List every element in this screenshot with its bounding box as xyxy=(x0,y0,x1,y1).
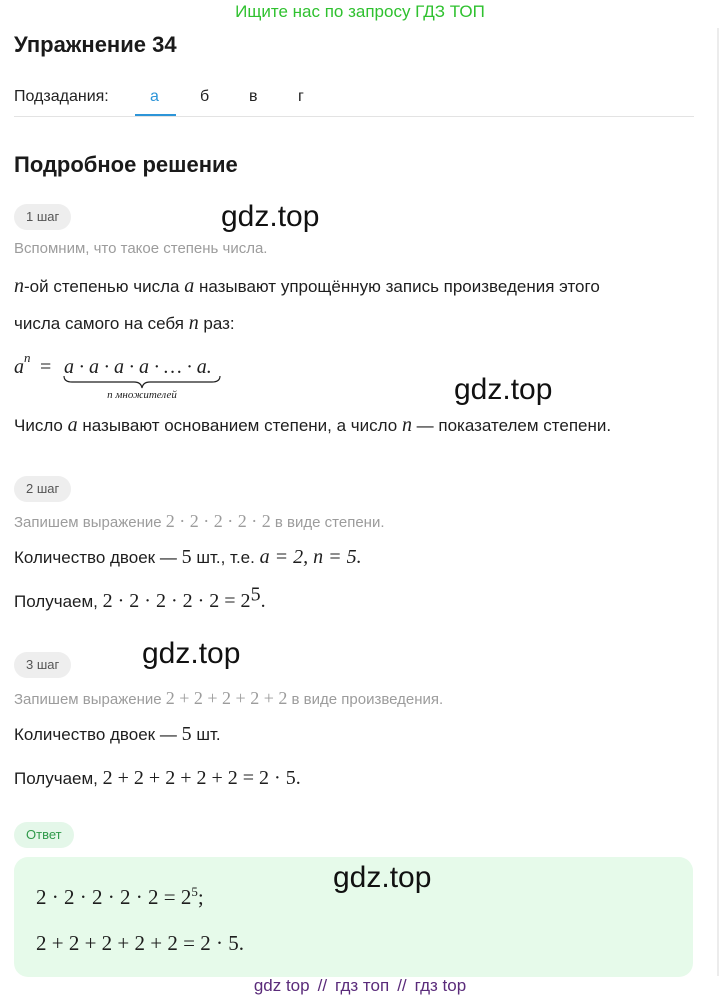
var-n: n xyxy=(14,275,24,297)
footer-sep-1: // xyxy=(317,976,328,995)
watermark-2: gdz.top xyxy=(454,373,553,406)
step-2-hint-b: в виде степени. xyxy=(274,514,385,531)
svg-text:a · a · a · a · … · a.: a · a · a · a · … · a. xyxy=(64,356,212,378)
step-2-hint-expr: 2 · 2 · 2 · 2 · 2 xyxy=(165,511,271,531)
step-3-result-expr: 2 + 2 + 2 + 2 + 2 = 2 · 5. xyxy=(102,767,301,789)
step-2-result xyxy=(14,583,266,613)
footer-sep-2: // xyxy=(397,976,407,995)
var-a: a xyxy=(184,275,195,297)
watermark-3: gdz.top xyxy=(142,637,241,670)
step-3-hint-a: Запишем выражение xyxy=(14,691,162,708)
step-3-hint-b: в виде произведения. xyxy=(291,691,444,708)
step-2-result-end: . xyxy=(260,590,266,612)
step-3-hint-expr: 2 + 2 + 2 + 2 + 2 xyxy=(165,688,288,708)
step-3-chip: 3 шаг xyxy=(14,652,71,678)
step-1-line-2 xyxy=(14,312,235,335)
tab-a[interactable]: а xyxy=(150,88,159,105)
step-1-line-1-b: называют упрощённую запись произведения этого xyxy=(198,277,600,296)
watermark-4: gdz.top xyxy=(333,861,432,894)
answer-line-1-expr: 2 · 2 · 2 · 2 · 2 = 2 xyxy=(36,885,192,909)
step-2-count xyxy=(14,546,362,569)
footer-link-1[interactable]: gdz top xyxy=(253,976,310,995)
answer-line-1-end: ; xyxy=(197,885,204,909)
step-2-result-label: Получаем, xyxy=(14,592,98,611)
step-1-chip: 1 шаг xyxy=(14,204,71,230)
step-3-count-a: Количество двоек — xyxy=(14,725,177,744)
step-3-hint xyxy=(14,688,443,709)
step-3-result-label: Получаем, xyxy=(14,769,98,788)
step-3-count-b: шт. xyxy=(196,725,221,744)
step-1-line-2-end: раз: xyxy=(203,314,235,333)
tab-v[interactable]: в xyxy=(249,88,258,105)
step-1-line-3-b: называют основанием степени, а число xyxy=(82,416,398,435)
solution-heading: Подробное решение xyxy=(14,152,238,177)
right-divider xyxy=(717,28,719,976)
step-1-line-3-a: Число xyxy=(14,416,63,435)
answer-line-1-exp: 5 xyxy=(191,884,198,899)
var-a: a xyxy=(67,414,78,436)
step-2-count-expr: a = 2, n = 5. xyxy=(259,546,362,568)
step-1-line-3 xyxy=(14,414,611,437)
active-tab-indicator xyxy=(135,114,176,116)
step-2-count-b: шт., т.е. xyxy=(196,548,255,567)
subtasks-bar xyxy=(14,86,694,117)
var-n: n xyxy=(401,414,412,436)
footer-links xyxy=(0,976,720,996)
subtasks-label: Подзадания: xyxy=(14,88,109,105)
step-1-line-2-text: числа самого на себя xyxy=(14,314,184,333)
step-1-line-1-a: -ой степенью числа xyxy=(24,277,180,296)
tab-b[interactable]: б xyxy=(200,88,210,105)
step-2-result-exp: 5 xyxy=(250,583,261,606)
step-1-hint: Вспомним, что такое степень числа. xyxy=(14,240,268,257)
tab-g[interactable]: г xyxy=(298,88,304,105)
step-2-hint-a: Запишем выражение xyxy=(14,514,162,531)
svg-text:n: n xyxy=(24,352,31,365)
step-2-chip: 2 шаг xyxy=(14,476,71,502)
svg-text:a: a xyxy=(14,356,24,378)
page-title: Упражнение 34 xyxy=(14,32,177,57)
step-2-hint xyxy=(14,511,385,532)
var-n: n xyxy=(188,312,199,334)
step-2-count-a: Количество двоек — xyxy=(14,548,177,567)
step-1-line-1 xyxy=(14,275,600,298)
footer-link-2[interactable]: гдз топ xyxy=(335,976,390,995)
watermark-1: gdz.top xyxy=(221,200,320,233)
step-2-count-num: 5 xyxy=(181,546,192,568)
svg-text:=: = xyxy=(40,356,52,378)
step-3-count xyxy=(14,723,221,746)
answer-line-1 xyxy=(36,885,204,910)
step-3-count-num: 5 xyxy=(181,723,192,745)
brace-label: n множителей xyxy=(107,389,177,401)
step-3-result xyxy=(14,767,301,790)
footer-link-3[interactable]: гдз top xyxy=(414,976,467,995)
power-definition-formula xyxy=(14,352,244,402)
top-banner: Ищите нас по запросу ГДЗ ТОП xyxy=(235,2,485,21)
answer-line-2: 2 + 2 + 2 + 2 + 2 = 2 · 5. xyxy=(36,931,244,955)
answer-chip: Ответ xyxy=(14,822,74,848)
step-1-line-3-c: — показателем степени. xyxy=(416,416,612,435)
step-2-result-expr: 2 · 2 · 2 · 2 · 2 = 2 xyxy=(102,590,251,612)
